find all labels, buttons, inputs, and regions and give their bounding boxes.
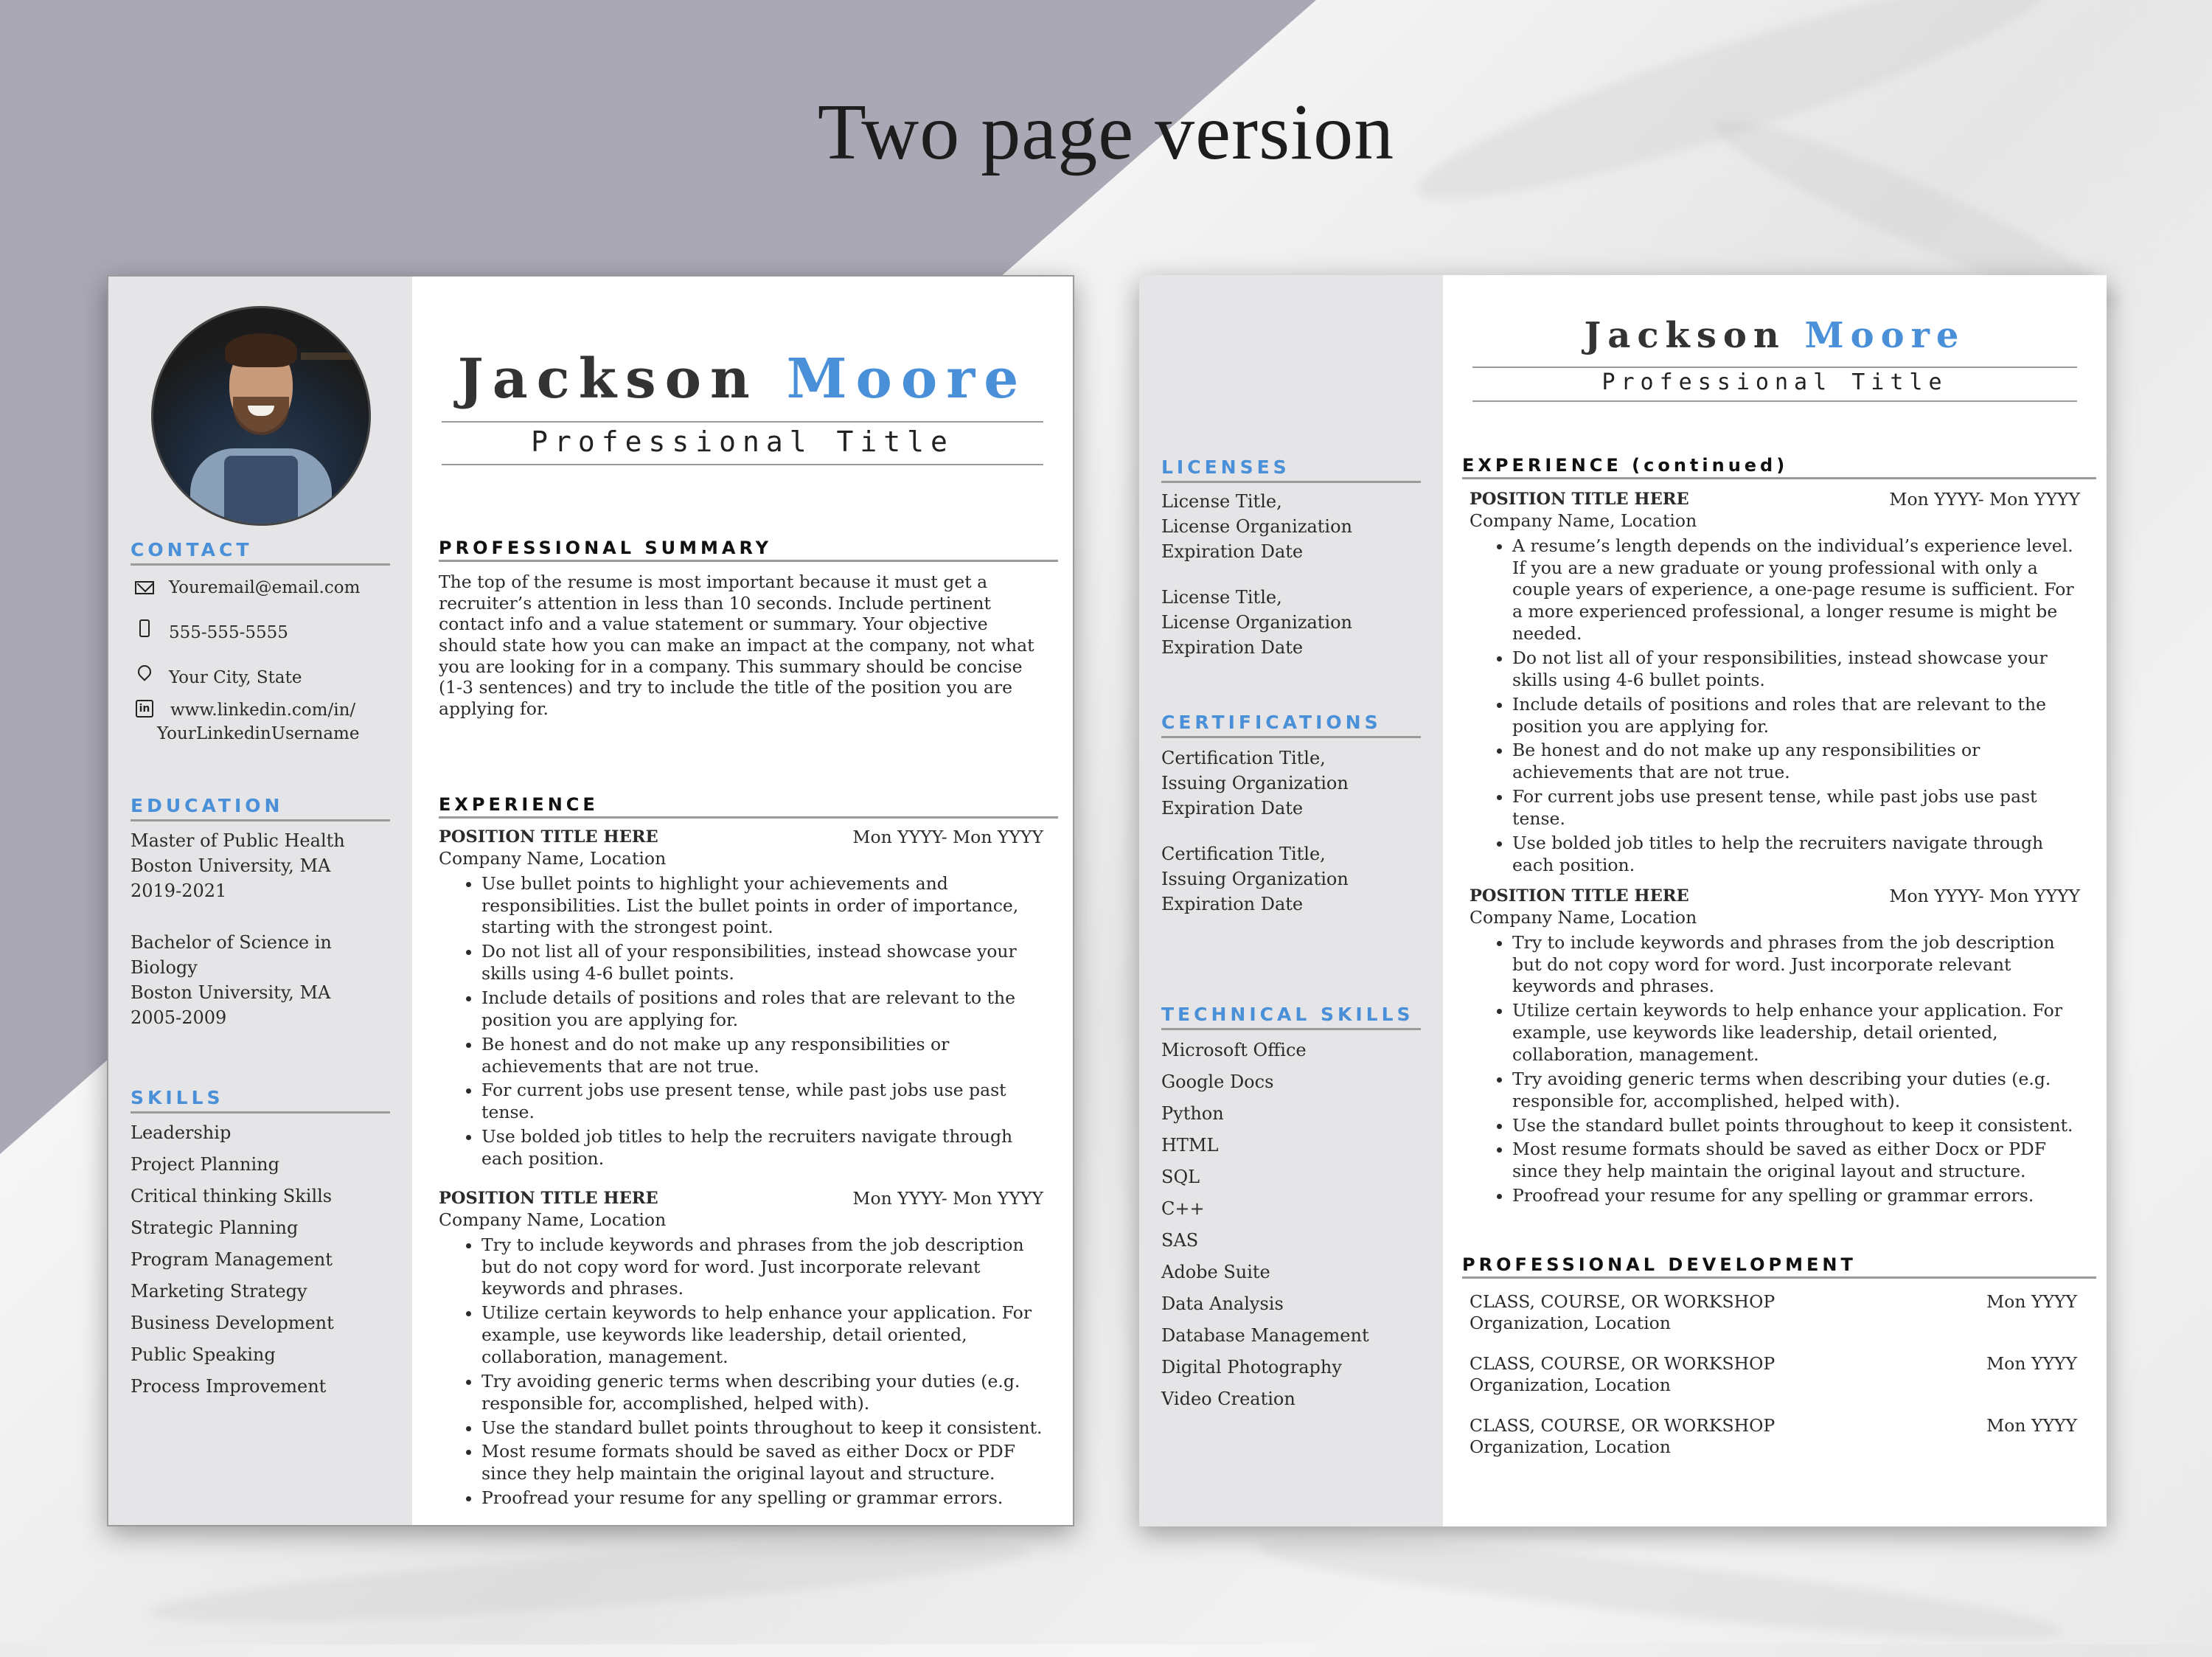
email-text: Youremail@email.com bbox=[169, 578, 361, 597]
pd-entry bbox=[1470, 1291, 2077, 1335]
bullet-item: • Use bolded job titles to help the recruiters navigate through each position. bbox=[1512, 833, 2080, 877]
bullet-item: • Do not list all of your responsibilities, instead showcase your skills using 4-6 bullet points. bbox=[1512, 647, 2080, 692]
linkedin-line-1: www.linkedin.com/in/ bbox=[170, 701, 356, 720]
tech-skill-item: C++ bbox=[1161, 1198, 1205, 1219]
education-years: 2005-2009 bbox=[131, 1007, 227, 1029]
contact-phone bbox=[132, 618, 288, 645]
contact-linkedin bbox=[132, 698, 359, 746]
education-school: Boston University, MA bbox=[131, 982, 331, 1004]
education-degree-cont: Biology bbox=[131, 957, 198, 979]
education-years: 2019-2021 bbox=[131, 880, 227, 902]
pd-organization: Organization, Location bbox=[1470, 1313, 1671, 1334]
location-text: Your City, State bbox=[169, 668, 302, 687]
skill-item: Critical thinking Skills bbox=[131, 1186, 333, 1206]
job-dates: Mon YYYY- Mon YYYY bbox=[852, 827, 1043, 847]
licenses-list bbox=[1161, 489, 1419, 687]
tech-skill-item: HTML bbox=[1161, 1135, 1219, 1156]
job-entry bbox=[439, 1188, 1043, 1512]
resume-page-1 bbox=[107, 275, 1074, 1526]
skill-item: Project Planning bbox=[131, 1154, 279, 1175]
job-company: Company Name, Location bbox=[1470, 510, 1697, 532]
tech-skill-item: Video Creation bbox=[1161, 1389, 1295, 1409]
bullet-item: • A resume’s length depends on the individual’s experience level. If you are a new graduate or young professional with only a couple years of experience, a one-page resume is sufficient. For a more experienced professional, a longer resume is might be needed. bbox=[1512, 535, 2080, 645]
bullet-item: • Use bullet points to highlight your achievements and responsibilities. List the bullet points in order of importance, starting with the strongest point. bbox=[481, 873, 1043, 939]
title-rule-bottom bbox=[442, 464, 1043, 465]
job-position: POSITION TITLE HERE bbox=[1470, 886, 1689, 906]
license-org: License Organization bbox=[1161, 516, 1352, 538]
main-column bbox=[1443, 275, 2107, 1526]
job-header bbox=[439, 827, 1043, 848]
marble-vein bbox=[1253, 1521, 2065, 1657]
candidate-name bbox=[1443, 315, 2107, 356]
job-entry bbox=[1470, 489, 2080, 878]
license-title: License Title, bbox=[1161, 587, 1282, 608]
professional-title: Professional Title bbox=[531, 425, 954, 458]
job-position: POSITION TITLE HERE bbox=[439, 827, 658, 847]
technical-skills-heading: TECHNICAL SKILLS bbox=[1161, 1004, 1421, 1030]
bullet-item: • Try to include keywords and phrases from the job description but do not copy word for word. Just incorporate relevant keywords and phrases. bbox=[481, 1234, 1043, 1301]
licenses-heading: LICENSES bbox=[1161, 456, 1421, 483]
certification-expiration: Expiration Date bbox=[1161, 798, 1304, 819]
license-entry bbox=[1161, 585, 1419, 660]
experience-heading: EXPERIENCE bbox=[439, 794, 1058, 819]
job-bullets bbox=[1470, 535, 2080, 877]
education-school: Boston University, MA bbox=[131, 855, 331, 877]
tech-skill-item: SQL bbox=[1161, 1167, 1200, 1187]
job-company: Company Name, Location bbox=[1470, 907, 1697, 928]
certification-entry bbox=[1161, 746, 1419, 821]
skill-item: Public Speaking bbox=[131, 1344, 276, 1365]
tech-skill-item: Python bbox=[1161, 1103, 1224, 1124]
first-name: Jackson bbox=[1584, 315, 1786, 356]
technical-skills-list bbox=[1161, 1035, 1419, 1415]
pd-course: CLASS, COURSE, OR WORKSHOP bbox=[1470, 1291, 1775, 1312]
contact-location bbox=[132, 661, 302, 689]
last-name: Moore bbox=[786, 347, 1028, 411]
bullet-item: • Utilize certain keywords to help enhance your application. For example, use keywords like leadership, detail oriented, collaboration, management. bbox=[1512, 1000, 2080, 1066]
bullet-item: • Utilize certain keywords to help enhance your application. For example, use keywords like leadership, detail oriented, collaboration, management. bbox=[481, 1302, 1043, 1369]
education-degree: Bachelor of Science in bbox=[131, 932, 332, 953]
job-dates: Mon YYYY- Mon YYYY bbox=[1889, 489, 2080, 510]
first-name: Jackson bbox=[457, 347, 759, 411]
bullet-item: • Include details of positions and roles that are relevant to the position you are applying for. bbox=[1512, 694, 2080, 738]
job-company: Company Name, Location bbox=[439, 1209, 667, 1231]
job-position: POSITION TITLE HERE bbox=[1470, 490, 1689, 509]
job-header bbox=[439, 1188, 1043, 1209]
tech-skill-item: Microsoft Office bbox=[1161, 1040, 1307, 1060]
bullet-item: • For current jobs use present tense, while past jobs use past tense. bbox=[1512, 786, 2080, 830]
tech-skill-item: Digital Photography bbox=[1161, 1357, 1342, 1378]
contact-heading: CONTACT bbox=[131, 539, 390, 566]
summary-text: The top of the resume is most important because it must get a recruiter’s attention in less than 10 seconds. Include pertinent contact info and a value statement or summary. Your objective should state how you can make an impact at the company, not what you are looking for in a company. This summary should be concise (1-3 sentences) and try to include the title of the position you are applying for. bbox=[439, 572, 1034, 719]
bullet-item: • Be honest and do not make up any responsibilities or achievements that are not true. bbox=[1512, 740, 2080, 784]
resume-page-2 bbox=[1139, 275, 2107, 1526]
bullet-item: • Most resume formats should be saved as either Docx or PDF since they help maintain the original layout and structure. bbox=[481, 1441, 1043, 1485]
professional-development-heading: PROFESSIONAL DEVELOPMENT bbox=[1462, 1254, 2096, 1279]
tech-skill-item: SAS bbox=[1161, 1230, 1199, 1251]
phone-text: 555-555-5555 bbox=[169, 623, 288, 642]
job-header bbox=[1470, 886, 2080, 907]
education-entry bbox=[131, 930, 389, 1030]
bullet-item: • Try to include keywords and phrases from the job description but do not copy word for word. Just incorporate relevant keywords and phrases. bbox=[1512, 932, 2080, 998]
certification-expiration: Expiration Date bbox=[1161, 894, 1304, 915]
license-org: License Organization bbox=[1161, 612, 1352, 633]
last-name: Moore bbox=[1804, 315, 1966, 356]
certification-entry bbox=[1161, 841, 1419, 917]
bullet-item: • Try avoiding generic terms when describing your duties (e.g. responsible for, accomplished, helped with). bbox=[481, 1371, 1043, 1415]
location-pin-icon bbox=[132, 661, 157, 682]
title-rule-bottom bbox=[1472, 400, 2077, 402]
certifications-list bbox=[1161, 746, 1419, 943]
job-entry bbox=[1470, 886, 2080, 1209]
job-dates: Mon YYYY- Mon YYYY bbox=[1889, 886, 2080, 906]
summary-heading: PROFESSIONAL SUMMARY bbox=[439, 538, 1058, 562]
pd-course: CLASS, COURSE, OR WORKSHOP bbox=[1470, 1353, 1775, 1374]
pd-organization: Organization, Location bbox=[1470, 1437, 1671, 1458]
job-company: Company Name, Location bbox=[439, 848, 667, 869]
skill-item: Process Improvement bbox=[131, 1376, 327, 1397]
certification-title: Certification Title, bbox=[1161, 748, 1326, 768]
pd-date: Mon YYYY bbox=[1986, 1353, 2077, 1374]
mail-icon bbox=[132, 577, 157, 598]
job-position: POSITION TITLE HERE bbox=[439, 1189, 658, 1208]
tech-skill-item: Data Analysis bbox=[1161, 1293, 1284, 1314]
profile-photo bbox=[151, 306, 371, 526]
candidate-name bbox=[412, 347, 1073, 411]
contact-email bbox=[132, 577, 360, 598]
bullet-item: • Include details of positions and roles that are relevant to the position you are applying for. bbox=[481, 987, 1043, 1032]
bullet-item: • Use bolded job titles to help the recruiters navigate through each position. bbox=[481, 1126, 1043, 1170]
experience-continued-heading: EXPERIENCE (continued) bbox=[1462, 455, 2096, 479]
license-entry bbox=[1161, 489, 1419, 564]
marble-vein bbox=[147, 1525, 1033, 1639]
skill-item: Strategic Planning bbox=[131, 1217, 299, 1238]
linkedin-line-2: YourLinkedinUsername bbox=[157, 724, 360, 743]
skill-item: Marketing Strategy bbox=[131, 1281, 307, 1302]
certification-org: Issuing Organization bbox=[1161, 869, 1349, 890]
certification-title: Certification Title, bbox=[1161, 844, 1326, 865]
pd-date: Mon YYYY bbox=[1986, 1291, 2077, 1312]
education-degree: Master of Public Health bbox=[131, 830, 345, 851]
education-list bbox=[131, 828, 389, 1057]
skill-item: Business Development bbox=[131, 1313, 334, 1333]
license-title: License Title, bbox=[1161, 491, 1282, 512]
bullet-item: • Be honest and do not make up any responsibilities or achievements that are not true. bbox=[481, 1034, 1043, 1078]
title-rule-top bbox=[442, 421, 1043, 423]
bullet-item: • For current jobs use present tense, while past jobs use past tense. bbox=[481, 1080, 1043, 1124]
tech-skill-item: Database Management bbox=[1161, 1325, 1369, 1346]
bullet-item: • Try avoiding generic terms when describing your duties (e.g. responsible for, accomplished, helped with). bbox=[1512, 1069, 2080, 1113]
certification-org: Issuing Organization bbox=[1161, 773, 1349, 794]
bullet-item: • Proofread your resume for any spelling or grammar errors. bbox=[481, 1487, 1043, 1510]
tech-skill-item: Adobe Suite bbox=[1161, 1262, 1270, 1282]
pd-entry bbox=[1470, 1353, 2077, 1397]
job-header bbox=[1470, 489, 2080, 510]
job-bullets bbox=[1470, 932, 2080, 1207]
license-expiration: Expiration Date bbox=[1161, 637, 1304, 659]
job-dates: Mon YYYY- Mon YYYY bbox=[852, 1188, 1043, 1209]
bullet-item: • Use the standard bullet points throughout to keep it consistent. bbox=[1512, 1115, 2080, 1137]
title-rule-top bbox=[1472, 367, 2077, 368]
pd-entry bbox=[1470, 1415, 2077, 1459]
job-bullets bbox=[439, 1234, 1043, 1510]
skill-item: Leadership bbox=[131, 1122, 232, 1143]
license-expiration: Expiration Date bbox=[1161, 541, 1304, 563]
bullet-item: • Proofread your resume for any spelling or grammar errors. bbox=[1512, 1185, 2080, 1207]
skills-list bbox=[131, 1117, 389, 1403]
phone-icon bbox=[132, 618, 157, 639]
pd-date: Mon YYYY bbox=[1986, 1415, 2077, 1436]
pd-organization: Organization, Location bbox=[1470, 1375, 1671, 1396]
pd-course: CLASS, COURSE, OR WORKSHOP bbox=[1470, 1415, 1775, 1436]
education-entry bbox=[131, 828, 389, 903]
education-heading: EDUCATION bbox=[131, 795, 390, 821]
bullet-item: • Most resume formats should be saved as either Docx or PDF since they help maintain the original layout and structure. bbox=[1512, 1139, 2080, 1183]
sidebar bbox=[1139, 275, 1443, 1526]
professional-title: Professional Title bbox=[1601, 369, 1948, 395]
bullet-item: • Do not list all of your responsibilities, instead showcase your skills using 4-6 bullet points. bbox=[481, 941, 1043, 985]
tech-skill-item: Google Docs bbox=[1161, 1071, 1274, 1092]
headline: Two page version bbox=[817, 88, 1395, 176]
skill-item: Program Management bbox=[131, 1249, 333, 1270]
sidebar bbox=[108, 277, 412, 1525]
skills-heading: SKILLS bbox=[131, 1087, 390, 1114]
main-column bbox=[412, 277, 1073, 1525]
certifications-heading: CERTIFICATIONS bbox=[1161, 712, 1421, 738]
job-bullets bbox=[439, 873, 1043, 1170]
linkedin-icon: in bbox=[132, 698, 157, 719]
job-entry bbox=[439, 827, 1043, 1173]
bullet-item: • Use the standard bullet points throughout to keep it consistent. bbox=[481, 1417, 1043, 1439]
